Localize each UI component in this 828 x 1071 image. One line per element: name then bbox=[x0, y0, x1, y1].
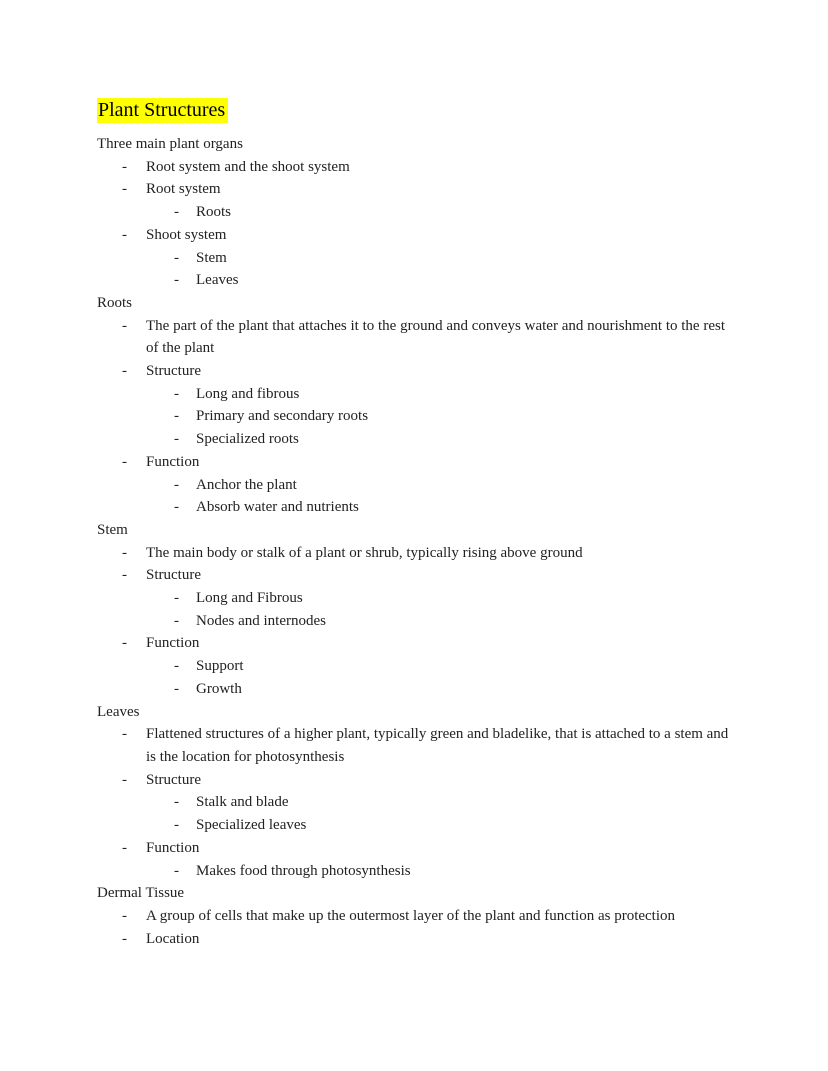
dash-bullet: - bbox=[122, 930, 127, 947]
dash-bullet: - bbox=[174, 794, 179, 811]
dash-bullet: - bbox=[174, 385, 179, 402]
dash-bullet: - bbox=[174, 862, 179, 879]
dash-bullet: - bbox=[174, 204, 179, 221]
outline-item-text: Dermal Tissue bbox=[97, 885, 185, 902]
dash-bullet: - bbox=[122, 363, 127, 380]
outline-item-text: Absorb water and nutrients bbox=[196, 499, 359, 516]
outline-item-text: Anchor the plant bbox=[196, 476, 297, 493]
outline-heading bbox=[97, 882, 732, 905]
outline-item-text: Growth bbox=[196, 680, 242, 697]
outline-item-text: Location bbox=[146, 930, 200, 947]
dash-bullet: - bbox=[122, 839, 127, 856]
outline-item-text: Support bbox=[196, 658, 244, 675]
outline-item-text: Function bbox=[146, 839, 200, 856]
outline-item-text: Long and Fibrous bbox=[196, 590, 303, 607]
outline-item bbox=[174, 405, 732, 428]
dash-bullet: - bbox=[174, 476, 179, 493]
dash-bullet: - bbox=[174, 499, 179, 516]
outline-item bbox=[174, 383, 732, 406]
dash-bullet: - bbox=[122, 158, 127, 175]
outline-item bbox=[122, 632, 732, 655]
outline-item bbox=[174, 814, 732, 837]
outline-item-text: Roots bbox=[196, 204, 232, 221]
outline-item bbox=[174, 791, 732, 814]
outline-item-text: Function bbox=[146, 635, 200, 652]
outline-item-text: Makes food through photosynthesis bbox=[196, 862, 411, 879]
dash-bullet: - bbox=[122, 907, 127, 924]
outline-item bbox=[122, 451, 732, 474]
page-title: Plant Structures bbox=[97, 98, 228, 123]
dash-bullet: - bbox=[174, 590, 179, 607]
outline-item-text: Specialized leaves bbox=[196, 817, 307, 834]
outline-item-text: Three main plant organs bbox=[97, 136, 243, 152]
outline-item bbox=[174, 496, 732, 519]
outline-item bbox=[122, 360, 732, 383]
dash-bullet: - bbox=[122, 726, 127, 743]
outline-item bbox=[174, 860, 732, 883]
dash-bullet: - bbox=[122, 635, 127, 652]
dash-bullet: - bbox=[122, 771, 127, 788]
outline-item bbox=[174, 610, 732, 633]
outline-item-text: Structure bbox=[146, 567, 201, 584]
dash-bullet: - bbox=[122, 544, 127, 561]
outline-heading bbox=[97, 701, 732, 724]
dash-bullet: - bbox=[174, 272, 179, 289]
outline-item-text: Shoot system bbox=[146, 226, 227, 243]
dash-bullet: - bbox=[174, 408, 179, 425]
outline-item bbox=[174, 587, 732, 610]
outline-item bbox=[122, 723, 732, 768]
outline-item-text: Stem bbox=[196, 249, 227, 266]
outline-item-text: The main body or stalk of a plant or shrub, typically rising above ground bbox=[146, 544, 583, 561]
outline-item-text: Flattened structures of a higher plant, typically green and bladelike, that is attached to a stem and is the location for photosynthesis bbox=[146, 726, 729, 765]
outline-item bbox=[122, 542, 732, 565]
outline-item bbox=[174, 655, 732, 678]
outline-item-text: Stem bbox=[97, 521, 128, 538]
outline-item bbox=[174, 474, 732, 497]
outline-item-text: Leaves bbox=[97, 703, 140, 720]
outline-item-text: Primary and secondary roots bbox=[196, 408, 369, 425]
outline-heading bbox=[97, 519, 732, 542]
outline-item-text: Root system and the shoot system bbox=[146, 158, 350, 175]
outline-list bbox=[97, 133, 732, 950]
outline-item-text: Stalk and blade bbox=[196, 794, 289, 811]
outline-heading bbox=[97, 133, 732, 156]
outline-item-text: Specialized roots bbox=[196, 431, 299, 448]
outline-item bbox=[122, 905, 732, 928]
dash-bullet: - bbox=[174, 658, 179, 675]
dash-bullet: - bbox=[122, 317, 127, 334]
outline-item-text: Nodes and internodes bbox=[196, 612, 326, 629]
outline-item bbox=[174, 247, 732, 270]
outline-item bbox=[122, 315, 732, 360]
dash-bullet: - bbox=[174, 431, 179, 448]
outline-item-text: Function bbox=[146, 453, 200, 470]
dash-bullet: - bbox=[174, 612, 179, 629]
outline-item bbox=[174, 201, 732, 224]
dash-bullet: - bbox=[174, 249, 179, 266]
dash-bullet: - bbox=[122, 181, 127, 198]
outline-item-text: The part of the plant that attaches it to the ground and conveys water and nourishment to the rest of the plant bbox=[146, 317, 725, 357]
dash-bullet: - bbox=[122, 453, 127, 470]
outline-item-text: Leaves bbox=[196, 272, 239, 289]
outline-item bbox=[174, 678, 732, 701]
outline-item bbox=[174, 428, 732, 451]
outline-item bbox=[122, 928, 732, 951]
outline-item bbox=[122, 178, 732, 201]
outline-item-text: A group of cells that make up the outermost layer of the plant and function as protection bbox=[146, 907, 676, 924]
outline-item bbox=[122, 564, 732, 587]
outline-heading bbox=[97, 292, 732, 315]
dash-bullet: - bbox=[174, 680, 179, 697]
title-line bbox=[97, 97, 732, 125]
dash-bullet: - bbox=[122, 567, 127, 584]
outline-item-text: Long and fibrous bbox=[196, 385, 300, 402]
outline-item-text: Root system bbox=[146, 181, 221, 198]
outline-item bbox=[122, 837, 732, 860]
outline-item-text: Structure bbox=[146, 363, 201, 380]
outline-item bbox=[122, 156, 732, 179]
outline-item bbox=[174, 269, 732, 292]
outline-item-text: Roots bbox=[97, 294, 133, 311]
outline-item-text: Structure bbox=[146, 771, 201, 788]
outline-item bbox=[122, 769, 732, 792]
dash-bullet: - bbox=[122, 226, 127, 243]
outline-item bbox=[122, 224, 732, 247]
dash-bullet: - bbox=[174, 817, 179, 834]
